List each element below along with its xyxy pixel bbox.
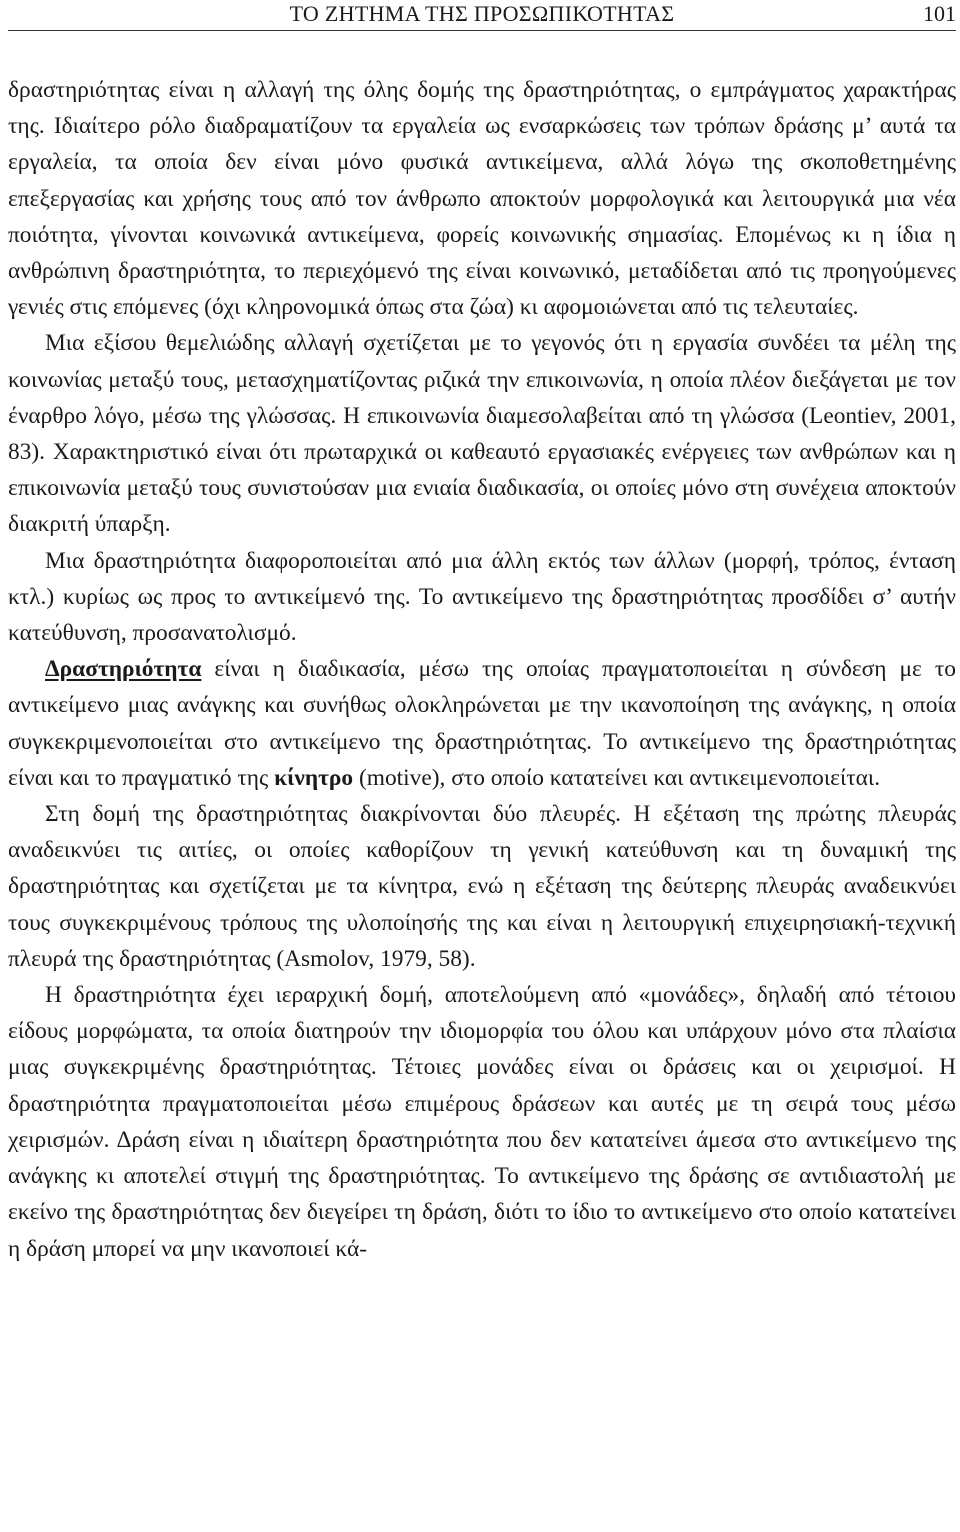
paragraph-4 bbox=[8, 651, 956, 796]
paragraph-5: Στη δομή της δραστηριότητας διακρίνονται δύο πλευρές. Η εξέταση της πρώτης πλευράς αναδεικνύει τις αιτίες, οι οποίες καθορίζουν τη γενική κατεύθυνση και τη δυναμική της δραστηριότητας και σχετίζεται με τα κίνητρα, ενώ η εξέταση της δεύτερης πλευράς αναδεικνύει τους συγκεκριμένους τρόπους της υλοποίησής της και είναι η λειτουργική επιχειρησιακή-τεχνική πλευρά της δραστηριότητας (Asmolov, 1979, 58). bbox=[8, 801, 956, 972]
paragraph-4-text-a: είναι η διαδικασία, μέσω της οποίας πραγματοποιείται η σύνδεση με το αντικείμενο μιας ανάγκης και συνήθως ολοκληρώνεται με την ικανοποίηση της ανάγκης, η οποία συγκεκριμενοποιείται στο αντικείμενο της δραστηριότητας. Το αντικείμενο της δραστηριότητας είναι και το πραγματικό της bbox=[8, 656, 956, 791]
body-text bbox=[8, 72, 956, 1267]
defined-term-motive: κίνητρο bbox=[274, 764, 354, 791]
running-head bbox=[8, 0, 956, 31]
defined-term-activity: Δραστηριότητα bbox=[45, 656, 202, 683]
paragraph-6: Η δραστηριότητα έχει ιεραρχική δομή, αποτελούμενη από «μονάδες», δηλαδή από τέτοιου είδους μορφώματα, τα οποία διατηρούν την ιδιομορφία του όλου και υπάρχουν μόνο στα πλαίσια μιας συγκεκριμένης δραστηριότητας. Τέτοιες μονάδες είναι οι δράσεις και οι χειρισμοί. Η δραστηριότητα πραγματοποιείται μέσω επιμέρους δράσεων και αυτές με τη σειρά τους μέσω χειρισμών. Δράση είναι η ιδιαίτερη δραστηριότητα που δεν κατατείνει άμεσα στο αντικείμενο της ανάγκης κι αποτελεί στιγμή της δραστηριότητας. Το αντικείμενο της δράσης σε αντιδιαστολή με εκείνο της δραστηριότητας δεν διεγείρει τη δράση, διότι το ίδιο το αντικείμενο στο οποίο κατατείνει η δράση μπορεί να μην ικανοποιεί κά- bbox=[8, 982, 956, 1262]
book-page bbox=[8, 0, 956, 1532]
paragraph-2: Μια εξίσου θεμελιώδης αλλαγή σχετίζεται με το γεγονός ότι η εργασία συνδέει τα μέλη της κοινωνίας μεταξύ τους, μετασχηματίζοντας ριζικά την επικοινωνία, η οποία πλέον διεξάγεται με τον έναρθρο λόγο, μέσω της γλώσσας. Η επικοινωνία διαμεσολαβείται από τη γλώσσα (Leontiev, 2001, 83). Χαρακτηριστικό είναι ότι πρωταρχικά οι καθεαυτό εργασιακές ενέργειες των ανθρώπων και η επικοινωνία μεταξύ τους συνιστούσαν μια ενιαία διαδικασία, οι οποίες μόνο στη συνέχεια αποκτούν διακριτή ύπαρξη. bbox=[8, 330, 956, 538]
paragraph-4-text-b: (motive), στο οποίο κατατείνει και αντικειμενοποιείται. bbox=[353, 764, 881, 791]
paragraph-1: δραστηριότητας είναι η αλλαγή της όλης δομής της δραστηριότητας, ο εμπράγματος χαρακτήρας της. Ιδιαίτερο ρόλο διαδραματίζουν τα εργαλεία ως ενσαρκώσεις των τρόπων δράσης μ’ αυτά τα εργαλεία, τα οποία δεν είναι μόνο φυσικά αντικείμενα, αλλά λόγω της σκοποθετημένης επεξεργασίας και χρήσης τους από τον άνθρωπο αποκτούν μορφολογικά και λειτουργικά μια νέα ποιότητα, γίνονται κοινωνικά αντικείμενα, φορείς κοινωνικής σημασίας. Επομένως κι η ίδια η ανθρώπινη δραστηριότητα, το περιεχόμενό της είναι κοινωνικό, μεταδίδεται από τις προηγούμενες γενιές στις επόμενες (όχι κληρονομικά όπως στα ζώα) κι αφομοιώνεται από τις τελευταίες. bbox=[8, 77, 956, 321]
page-number: 101 bbox=[923, 1, 956, 26]
running-title: ΤΟ ΖΗΤΗΜΑ ΤΗΣ ΠΡΟΣΩΠΙΚΟΤΗΤΑΣ bbox=[289, 1, 675, 26]
paragraph-3: Μια δραστηριότητα διαφοροποιείται από μια άλλη εκτός των άλλων (μορφή, τρόπος, ένταση κτλ.) κυρίως ως προς το αντικείμενό της. Το αντικείμενο της δραστηριότητας προσδίδει σ’ αυτήν κατεύθυνση, προσανατολισμό. bbox=[8, 547, 956, 647]
